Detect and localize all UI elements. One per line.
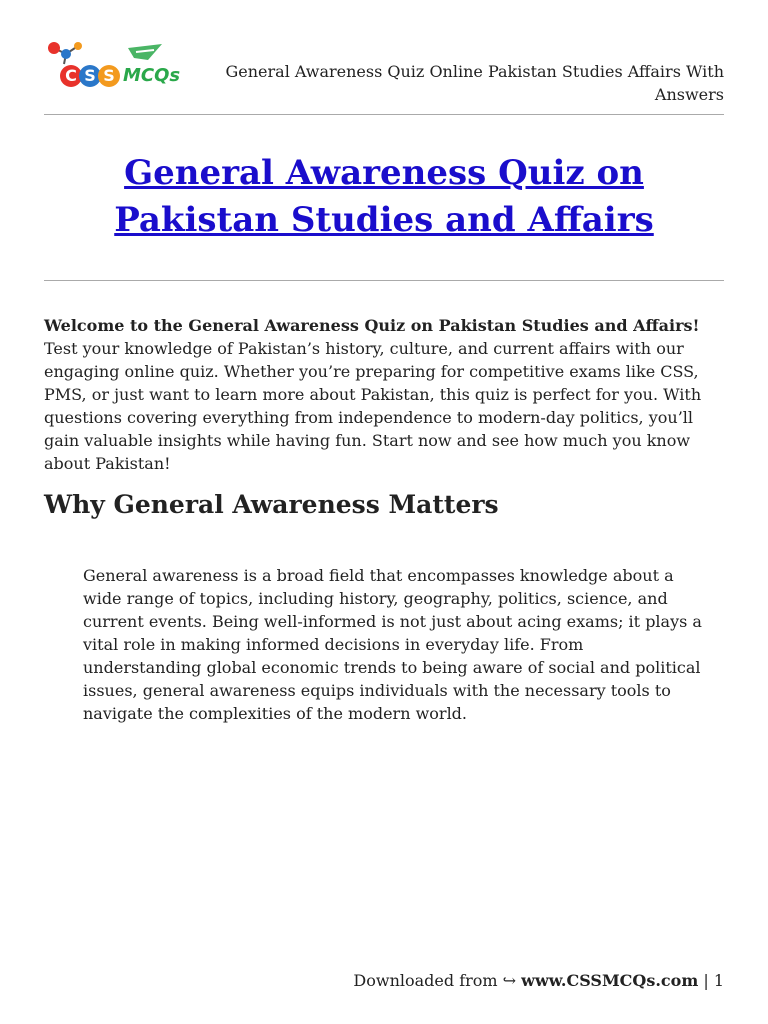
logo-css-text: C S S — [60, 62, 117, 87]
title-divider — [44, 280, 724, 281]
cssmcqs-logo[interactable] — [44, 38, 181, 98]
page-title-link[interactable]: General Awareness Quiz on Pakistan Studies and Affairs — [114, 153, 654, 240]
header-title: General Awareness Quiz Online Pakistan Studies Affairs With Answers — [225, 62, 724, 104]
footer-site-link[interactable]: www.CSSMCQs.com — [521, 971, 699, 990]
page-title — [44, 150, 724, 244]
page-header — [44, 36, 724, 106]
section-paragraph: General awareness is a broad field that encompasses knowledge about a wide range of topics, including history, geography, politics, science, and current events. Being well-informed is not just about acing exams; it plays a vital role in making informed decisions in everyday life. From understanding global economic trends to being aware of social and political issues, general awareness equips individuals with the necessary tools to navigate the complexities of the modern world. — [83, 566, 702, 723]
footer-prefix: Downloaded from ↪ — [353, 971, 522, 990]
logo-mcqs-text: MCQs — [123, 65, 181, 86]
intro-body: Test your knowledge of Pakistan’s history, culture, and current affairs with our engaging online quiz. Whether you’re preparing for competitive exams like CSS, PMS, or just want to learn more about Pakistan, this quiz is perfect for you. With questions covering everything from independence to modern-day politics, you’ll gain valuable insights while having fun. Start now and see how much you know about Pakistan! — [44, 339, 702, 473]
page-footer — [353, 970, 724, 992]
intro-paragraph — [44, 314, 724, 475]
intro-lead: Welcome to the General Awareness Quiz on Pakistan Studies and Affairs! — [44, 316, 700, 335]
header-divider — [44, 114, 724, 115]
page-number: 1 — [713, 971, 724, 990]
section-heading: Why General Awareness Matters — [44, 490, 499, 519]
footer-separator: | — [698, 971, 714, 990]
